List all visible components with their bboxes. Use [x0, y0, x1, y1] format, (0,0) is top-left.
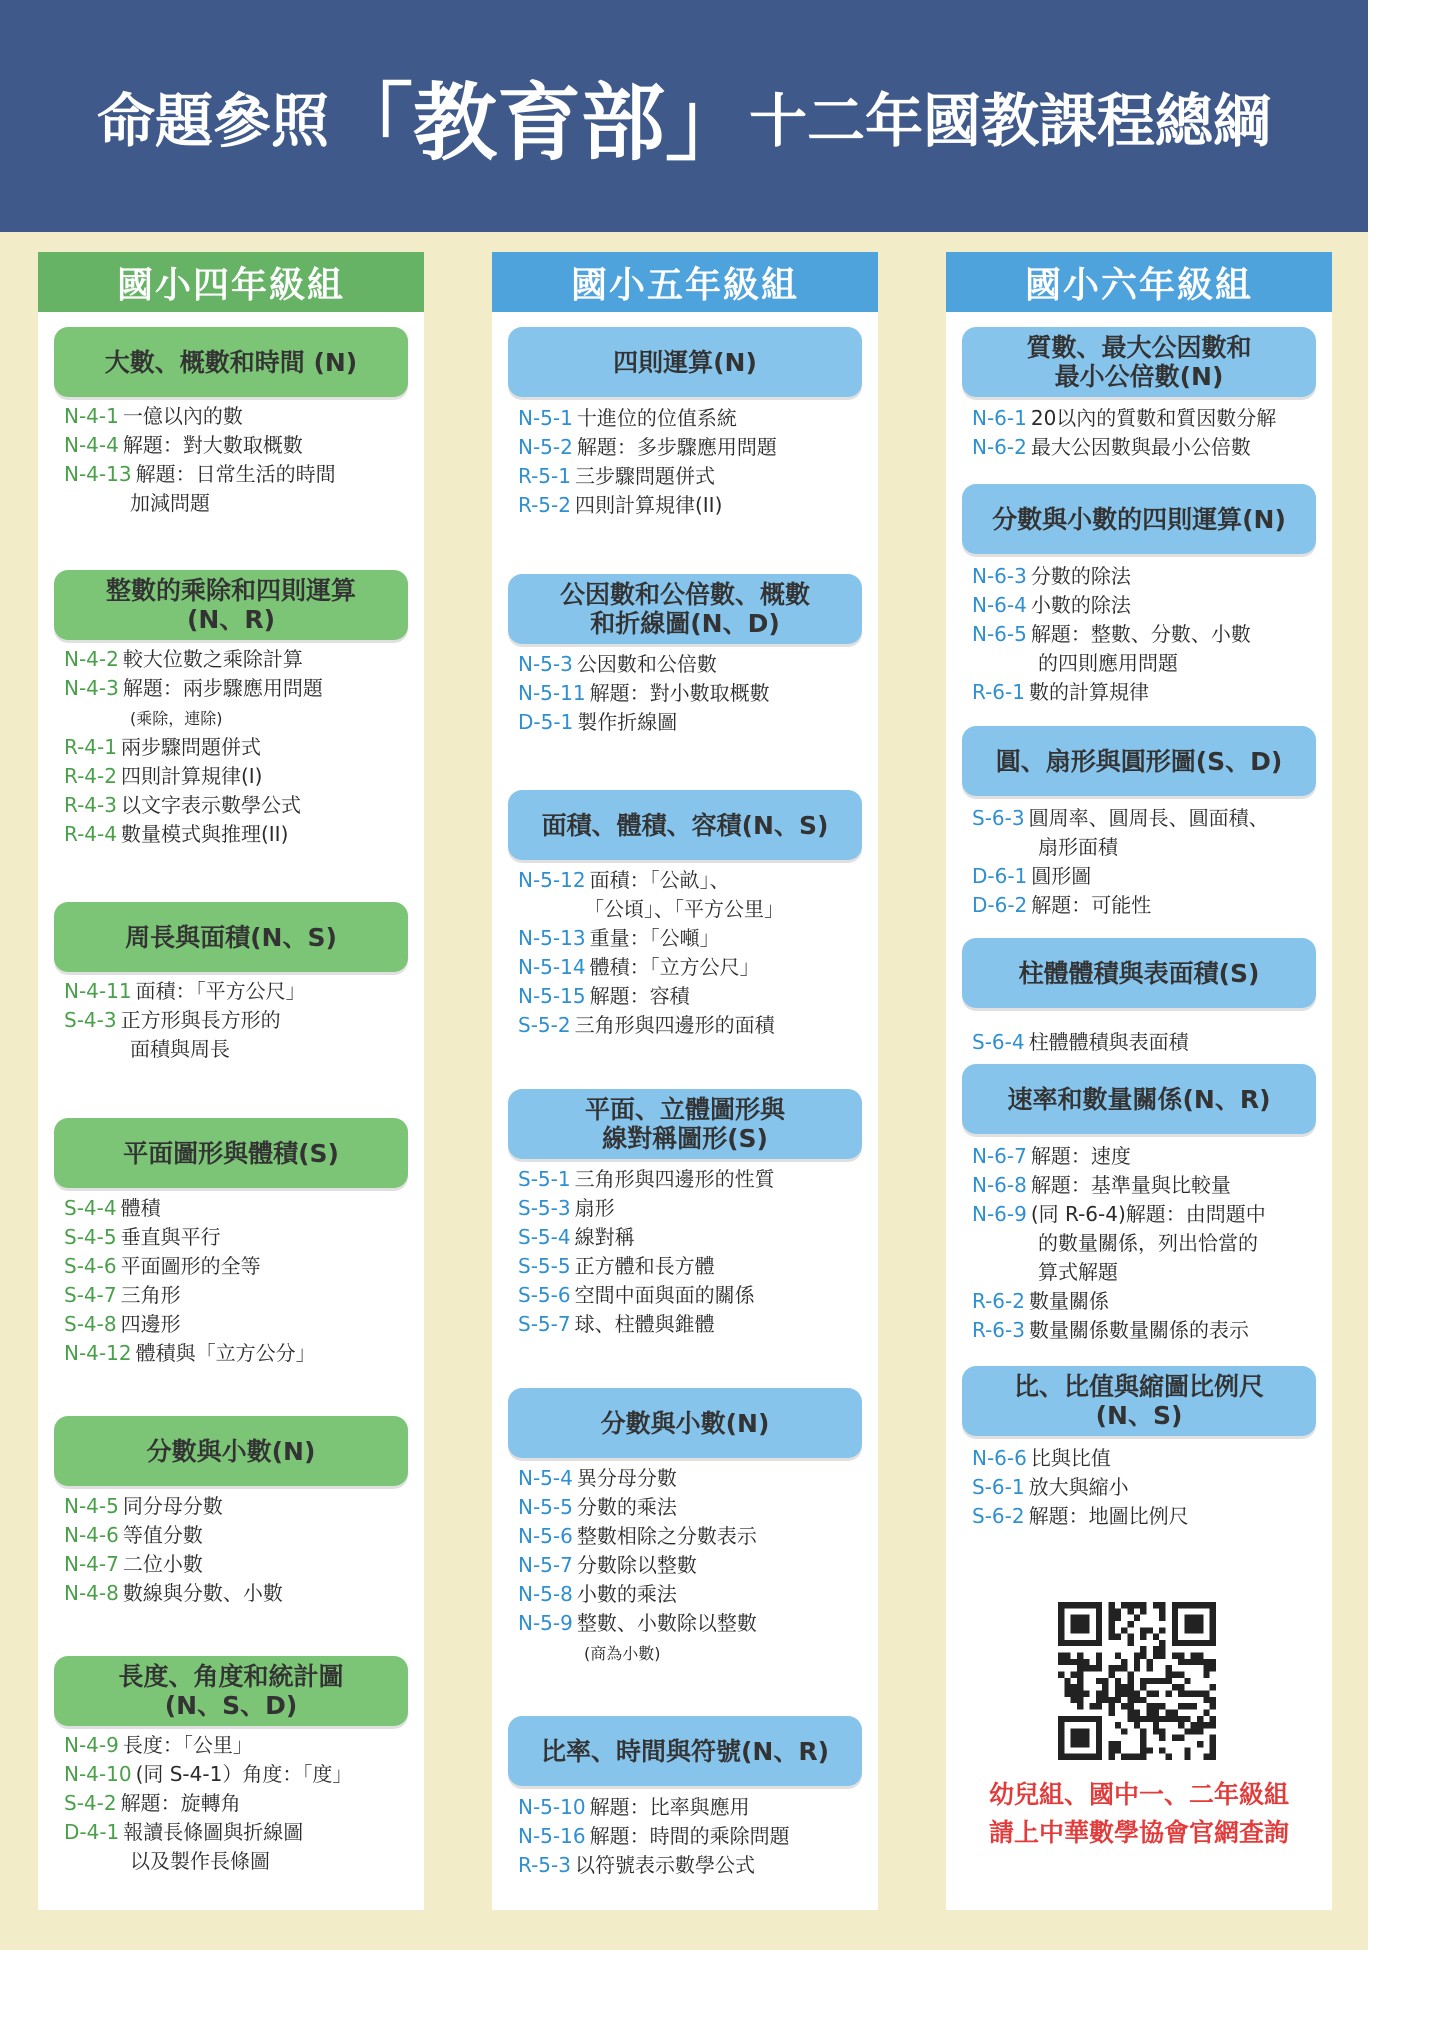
topic-code: S-4-6: [64, 1254, 117, 1278]
section-title-box: [54, 902, 408, 972]
topic-list: [518, 1165, 868, 1339]
topic-code: N-4-9: [64, 1733, 119, 1757]
topic-text: 數的計算規律: [1028, 680, 1149, 704]
section-title: 公因數和公倍數、概數 和折線圖(N、D): [559, 580, 810, 638]
topic-code: S-6-3: [972, 806, 1025, 830]
topic-code: N-5-16: [518, 1824, 586, 1848]
section-title: 分數與小數的四則運算(N): [992, 504, 1286, 534]
section-title: 分數與小數(N): [600, 1408, 770, 1438]
topic-code: N-4-12: [64, 1341, 132, 1365]
section-title: 長度、角度和統計圖 (N、S、D): [118, 1662, 344, 1720]
topic-code: S-4-4: [64, 1196, 117, 1220]
topic-item: [64, 1339, 414, 1368]
topic-item: [64, 460, 414, 489]
topic-item: [972, 862, 1322, 891]
topic-item: [64, 762, 414, 791]
topic-code: S-6-1: [972, 1475, 1025, 1499]
topic-item: [972, 1028, 1322, 1057]
topic-text: 數量模式與推理(II): [120, 822, 289, 846]
topic-list: [64, 977, 414, 1064]
topic-text: 小數的除法: [1030, 593, 1131, 617]
topic-code: D-5-1: [518, 710, 574, 734]
topic-item: [972, 804, 1322, 833]
topic-text: 體積: [120, 1196, 161, 1220]
topic-text: 數線與分數、小數: [122, 1581, 283, 1605]
topic-text: 解題：旋轉角: [120, 1791, 241, 1815]
topic-code: N-4-2: [64, 647, 119, 671]
section-title: 比、比值與縮圖比例尺 (N、S): [1013, 1372, 1264, 1430]
topic-code: N-6-9: [972, 1202, 1027, 1226]
topic-text: 三角形與四邊形的性質: [574, 1167, 775, 1191]
topic-text: 十進位的位值系統: [576, 406, 737, 430]
section-title: 質數、最大公因數和 最小公倍數(N): [1026, 333, 1252, 391]
topic-item: [518, 404, 868, 433]
topic-item: [64, 1492, 414, 1521]
topic-code: N-5-10: [518, 1795, 586, 1819]
topic-text: 小數的乘法: [576, 1582, 677, 1606]
qr-code: [1058, 1602, 1216, 1760]
section-title: 圓、扇形與圓形圖(S、D): [995, 746, 1283, 776]
grade-4-column: [38, 252, 424, 1910]
topic-code: N-6-6: [972, 1446, 1027, 1470]
topic-item: [64, 1035, 414, 1064]
topic-text: 面積與周長: [130, 1037, 230, 1061]
topic-item: [972, 649, 1322, 678]
topic-text: 圓形圖: [1031, 864, 1092, 888]
topic-text: 圓周率、圓周長、圓面積、: [1028, 806, 1269, 830]
topic-list: [64, 1194, 414, 1368]
topic-text: 一億以內的數: [122, 404, 243, 428]
topic-item: [64, 402, 414, 431]
topic-item: [972, 1229, 1322, 1258]
topic-code: N-6-5: [972, 622, 1027, 646]
topic-text: 20以內的質數和質因數分解: [1030, 406, 1277, 430]
topic-item: [518, 953, 868, 982]
topic-text: 的四則應用問題: [1038, 651, 1178, 675]
topic-code: N-6-2: [972, 435, 1027, 459]
topic-text: 解題：多步驟應用問題: [576, 435, 777, 459]
topic-item: [64, 674, 414, 703]
topic-text: 四則計算規律(II): [574, 493, 723, 517]
topic-list: [518, 1793, 868, 1880]
topic-item: [518, 650, 868, 679]
topic-item: [518, 982, 868, 1011]
topic-code: R-6-2: [972, 1289, 1025, 1313]
topic-code: S-6-4: [972, 1030, 1025, 1054]
topic-item: [518, 1493, 868, 1522]
grade-5-column: [492, 252, 878, 1910]
topic-item: [518, 895, 868, 924]
topic-code: N-6-1: [972, 406, 1027, 430]
topic-text: (商為小數): [584, 1644, 661, 1663]
section-title-box: [962, 327, 1316, 397]
topic-text: (同 R-6-4)解題：由問題中: [1030, 1202, 1266, 1226]
section-title-box: [508, 1716, 862, 1786]
topic-text: 解題：比率與應用: [589, 1795, 750, 1819]
topic-list: [64, 1731, 414, 1876]
topic-item: [518, 1223, 868, 1252]
topic-code: S-5-3: [518, 1196, 571, 1220]
section-title: 分數與小數(N): [146, 1436, 316, 1466]
section-title: 四則運算(N): [613, 347, 757, 377]
topic-item: [972, 1200, 1322, 1229]
title-part-1: 命題參照: [96, 87, 329, 155]
topic-item: [518, 1165, 868, 1194]
topic-code: N-4-4: [64, 433, 119, 457]
topic-text: 解題：可能性: [1031, 893, 1152, 917]
topic-item: [518, 1194, 868, 1223]
topic-code: R-4-4: [64, 822, 117, 846]
section-title-box: [962, 1064, 1316, 1134]
section-title: 面積、體積、容積(N、S): [541, 810, 829, 840]
topic-code: N-5-8: [518, 1582, 573, 1606]
topic-code: N-5-5: [518, 1495, 573, 1519]
topic-code: D-6-2: [972, 893, 1028, 917]
topic-code: N-5-12: [518, 868, 586, 892]
topic-code: N-6-3: [972, 564, 1027, 588]
topic-text: 數量關係數量關係的表示: [1028, 1318, 1249, 1342]
topic-item: [518, 491, 868, 520]
topic-text: 分數的乘法: [576, 1495, 677, 1519]
topic-text: 體積：「立方公尺」: [589, 955, 760, 979]
topic-text: 三角形與四邊形的面積: [574, 1013, 775, 1037]
topic-item: [64, 1818, 414, 1847]
section-title-box: [962, 726, 1316, 796]
topic-code: S-4-2: [64, 1791, 117, 1815]
topic-list: [972, 1142, 1322, 1345]
topic-item: [64, 1006, 414, 1035]
title-part-2: 「教育部」: [328, 73, 749, 172]
topic-item: [518, 1822, 868, 1851]
topic-text: 加減問題: [130, 491, 210, 515]
topic-code: N-5-3: [518, 652, 573, 676]
topic-text: 解題：整數、分數、小數: [1030, 622, 1251, 646]
grade-5-header: 國小五年級組: [492, 252, 878, 312]
topic-list: [972, 404, 1322, 462]
topic-text: 球、柱體與錐體: [574, 1312, 715, 1336]
section-title-box: [508, 1089, 862, 1159]
topic-item: [972, 1444, 1322, 1473]
topic-item: [64, 1194, 414, 1223]
topic-code: S-5-2: [518, 1013, 571, 1037]
topic-code: S-5-1: [518, 1167, 571, 1191]
topic-code: N-5-6: [518, 1524, 573, 1548]
topic-text: 線對稱: [574, 1225, 635, 1249]
topic-code: N-5-7: [518, 1553, 573, 1577]
section-title-box: [54, 1656, 408, 1726]
topic-text: 面積：「公畝」、: [589, 868, 730, 892]
topic-text: 三步驟問題併式: [574, 464, 715, 488]
topic-code: N-6-7: [972, 1144, 1027, 1168]
topic-item: [972, 1258, 1322, 1287]
topic-code: N-5-2: [518, 435, 573, 459]
topic-item: [518, 1851, 868, 1880]
topic-code: R-4-1: [64, 735, 117, 759]
topic-code: N-5-4: [518, 1466, 573, 1490]
topic-list: [518, 866, 868, 1040]
topic-list: [64, 402, 414, 518]
topic-list: [64, 1492, 414, 1608]
topic-item: [64, 431, 414, 460]
topic-code: S-5-6: [518, 1283, 571, 1307]
topic-list: [972, 562, 1322, 707]
topic-item: [64, 1731, 414, 1760]
topic-item: [64, 1223, 414, 1252]
topic-text: 以文字表示數學公式: [120, 793, 301, 817]
topic-code: N-4-5: [64, 1494, 119, 1518]
topic-item: [972, 678, 1322, 707]
topic-text: 整數相除之分數表示: [576, 1524, 757, 1548]
topic-text: 等值分數: [122, 1523, 203, 1547]
topic-code: N-5-9: [518, 1611, 573, 1635]
topic-text: 以符號表示數學公式: [574, 1853, 755, 1877]
topic-item: [64, 1847, 414, 1876]
topic-text: 最大公因數與最小公倍數: [1030, 435, 1251, 459]
topic-code: N-5-14: [518, 955, 586, 979]
topic-text: 平面圖形的全等: [120, 1254, 261, 1278]
topic-item: [972, 1142, 1322, 1171]
grade-4-header: 國小四年級組: [38, 252, 424, 312]
topic-text: 公因數和公倍數: [576, 652, 717, 676]
topic-item: [64, 733, 414, 762]
topic-list: [518, 404, 868, 520]
topic-item: [64, 645, 414, 674]
section-title-box: [508, 1388, 862, 1458]
section-title-box: [54, 327, 408, 397]
section-title-box: [508, 327, 862, 397]
topic-code: N-6-8: [972, 1173, 1027, 1197]
topic-item: [518, 1310, 868, 1339]
footer-note-line-1: 幼兒組、國中一、二年級組: [988, 1780, 1289, 1809]
topic-code: S-6-2: [972, 1504, 1025, 1528]
topic-item: [64, 977, 414, 1006]
footer-note-line-2: 請上中華數學協會官網查詢: [988, 1818, 1289, 1847]
topic-code: R-4-2: [64, 764, 117, 788]
topic-item: [518, 1580, 868, 1609]
topic-text: 面積：「平方公尺」: [135, 979, 306, 1003]
page-title: [0, 0, 1368, 232]
topic-text: 算式解題: [1038, 1260, 1118, 1284]
topic-text: 以及製作長條圖: [130, 1849, 270, 1873]
section-title: 整數的乘除和四則運算 (N、R): [105, 576, 356, 634]
topic-code: R-5-1: [518, 464, 571, 488]
topic-text: 較大位數之乘除計算: [122, 647, 303, 671]
topic-item: [64, 1252, 414, 1281]
topic-code: R-5-2: [518, 493, 571, 517]
topic-item: [64, 489, 414, 518]
topic-text: 解題：對小數取概數: [589, 681, 770, 705]
topic-code: N-4-6: [64, 1523, 119, 1547]
topic-item: [972, 562, 1322, 591]
topic-item: [64, 820, 414, 849]
topic-text: 的數量關係，列出恰當的: [1038, 1231, 1258, 1255]
topic-text: 異分母分數: [576, 1466, 677, 1490]
topic-text: 重量：「公噸」: [589, 926, 720, 950]
topic-text: 分數除以整數: [576, 1553, 697, 1577]
section-title-box: [54, 1416, 408, 1486]
topic-item: [518, 1011, 868, 1040]
topic-item: [518, 1464, 868, 1493]
topic-text: 數量關係: [1028, 1289, 1109, 1313]
title-banner: [0, 0, 1368, 232]
topic-code: N-5-13: [518, 926, 586, 950]
topic-item: [518, 1281, 868, 1310]
topic-code: S-4-3: [64, 1008, 117, 1032]
section-title-box: [54, 570, 408, 640]
topic-item: [64, 1789, 414, 1818]
topic-code: S-5-5: [518, 1254, 571, 1278]
topic-text: (同 S-4-1）角度：「度」: [135, 1762, 353, 1786]
topic-text: 柱體體積與表面積: [1028, 1030, 1189, 1054]
topic-item: [518, 1793, 868, 1822]
topic-text: 長度：「公里」: [122, 1733, 253, 1757]
topic-text: 同分母分數: [122, 1494, 223, 1518]
topic-item: [518, 462, 868, 491]
topic-item: [518, 1609, 868, 1638]
topic-code: N-5-1: [518, 406, 573, 430]
topic-text: (乘除，連除): [130, 709, 223, 728]
topic-item: [518, 1638, 868, 1668]
topic-text: 製作折線圖: [577, 710, 678, 734]
topic-text: 正方體和長方體: [574, 1254, 715, 1278]
topic-item: [518, 1522, 868, 1551]
title-part-3: 十二年國教課程總綱: [749, 87, 1272, 155]
topic-text: 解題：日常生活的時間: [135, 462, 336, 486]
topic-code: N-4-8: [64, 1581, 119, 1605]
topic-text: 扇形面積: [1038, 835, 1118, 859]
topic-item: [518, 1252, 868, 1281]
topic-item: [64, 1310, 414, 1339]
footer-note: [946, 1776, 1332, 1852]
topic-text: 整數、小數除以整數: [576, 1611, 757, 1635]
topic-item: [64, 1521, 414, 1550]
topic-text: 三角形: [120, 1283, 181, 1307]
topic-item: [972, 1171, 1322, 1200]
topic-item: [972, 1502, 1322, 1531]
topic-list: [64, 645, 414, 849]
section-title-box: [508, 790, 862, 860]
topic-code: N-4-11: [64, 979, 132, 1003]
topic-item: [518, 679, 868, 708]
section-title: 柱體體積與表面積(S): [1018, 958, 1260, 988]
topic-code: N-4-10: [64, 1762, 132, 1786]
section-title-box: [962, 938, 1316, 1008]
topic-text: 解題：基準量與比較量: [1030, 1173, 1231, 1197]
topic-code: S-4-7: [64, 1283, 117, 1307]
topic-text: 四邊形: [120, 1312, 181, 1336]
topic-text: 「公頃」、「平方公里」: [584, 897, 784, 921]
topic-text: 比與比值: [1030, 1446, 1111, 1470]
topic-code: N-5-11: [518, 681, 586, 705]
section-title: 平面、立體圖形與 線對稱圖形(S): [584, 1095, 785, 1153]
topic-item: [972, 1287, 1322, 1316]
section-title-box: [962, 1366, 1316, 1436]
topic-text: 體積與「立方公分」: [135, 1341, 316, 1365]
topic-item: [518, 924, 868, 953]
topic-item: [972, 620, 1322, 649]
section-title: 比率、時間與符號(N、R): [540, 1736, 830, 1766]
topic-code: R-5-3: [518, 1853, 571, 1877]
topic-code: N-4-3: [64, 676, 119, 700]
topic-text: 解題：速度: [1030, 1144, 1131, 1168]
topic-item: [972, 1316, 1322, 1345]
topic-item: [972, 433, 1322, 462]
topic-code: R-6-3: [972, 1318, 1025, 1342]
topic-text: 解題：容積: [589, 984, 690, 1008]
topic-text: 正方形與長方形的: [120, 1008, 281, 1032]
topic-code: N-4-7: [64, 1552, 119, 1576]
topic-item: [64, 1579, 414, 1608]
topic-list: [972, 1444, 1322, 1531]
topic-code: N-5-15: [518, 984, 586, 1008]
topic-code: R-6-1: [972, 680, 1025, 704]
topic-item: [64, 1760, 414, 1789]
topic-list: [518, 650, 868, 737]
topic-text: 解題：時間的乘除問題: [589, 1824, 790, 1848]
topic-code: D-6-1: [972, 864, 1028, 888]
topic-text: 分數的除法: [1030, 564, 1131, 588]
topic-code: S-4-5: [64, 1225, 117, 1249]
topic-list: [518, 1464, 868, 1668]
topic-code: R-4-3: [64, 793, 117, 817]
section-title: 平面圖形與體積(S): [123, 1138, 339, 1168]
topic-text: 垂直與平行: [120, 1225, 221, 1249]
topic-item: [64, 1281, 414, 1310]
section-title-box: [508, 574, 862, 644]
topic-list: [972, 1028, 1322, 1057]
topic-text: 四則計算規律(I): [120, 764, 263, 788]
topic-item: [518, 1551, 868, 1580]
topic-list: [972, 804, 1322, 920]
section-title: 速率和數量關係(N、R): [1007, 1084, 1271, 1114]
topic-item: [972, 1473, 1322, 1502]
topic-text: 空間中面與面的關係: [574, 1283, 755, 1307]
topic-item: [64, 703, 414, 733]
topic-item: [972, 833, 1322, 862]
topic-item: [64, 791, 414, 820]
section-title-box: [54, 1118, 408, 1188]
section-title-box: [962, 484, 1316, 554]
topic-text: 解題：對大數取概數: [122, 433, 303, 457]
topic-code: S-5-4: [518, 1225, 571, 1249]
topic-text: 解題：兩步驟應用問題: [122, 676, 323, 700]
topic-item: [518, 866, 868, 895]
grade-6-header: 國小六年級組: [946, 252, 1332, 312]
topic-item: [518, 433, 868, 462]
topic-text: 放大與縮小: [1028, 1475, 1129, 1499]
topic-item: [64, 1550, 414, 1579]
topic-code: N-4-13: [64, 462, 132, 486]
section-title: 周長與面積(N、S): [125, 922, 337, 952]
topic-item: [518, 708, 868, 737]
topic-item: [972, 404, 1322, 433]
topic-text: 報讀長條圖與折線圖: [123, 1820, 304, 1844]
topic-text: 扇形: [574, 1196, 615, 1220]
section-title: 大數、概數和時間 (N): [104, 347, 358, 377]
topic-code: D-4-1: [64, 1820, 120, 1844]
topic-code: N-4-1: [64, 404, 119, 428]
topic-text: 兩步驟問題併式: [120, 735, 261, 759]
topic-item: [972, 591, 1322, 620]
topic-item: [972, 891, 1322, 920]
topic-code: S-4-8: [64, 1312, 117, 1336]
topic-text: 解題：地圖比例尺: [1028, 1504, 1189, 1528]
topic-text: 二位小數: [122, 1552, 203, 1576]
topic-code: S-5-7: [518, 1312, 571, 1336]
topic-code: N-6-4: [972, 593, 1027, 617]
